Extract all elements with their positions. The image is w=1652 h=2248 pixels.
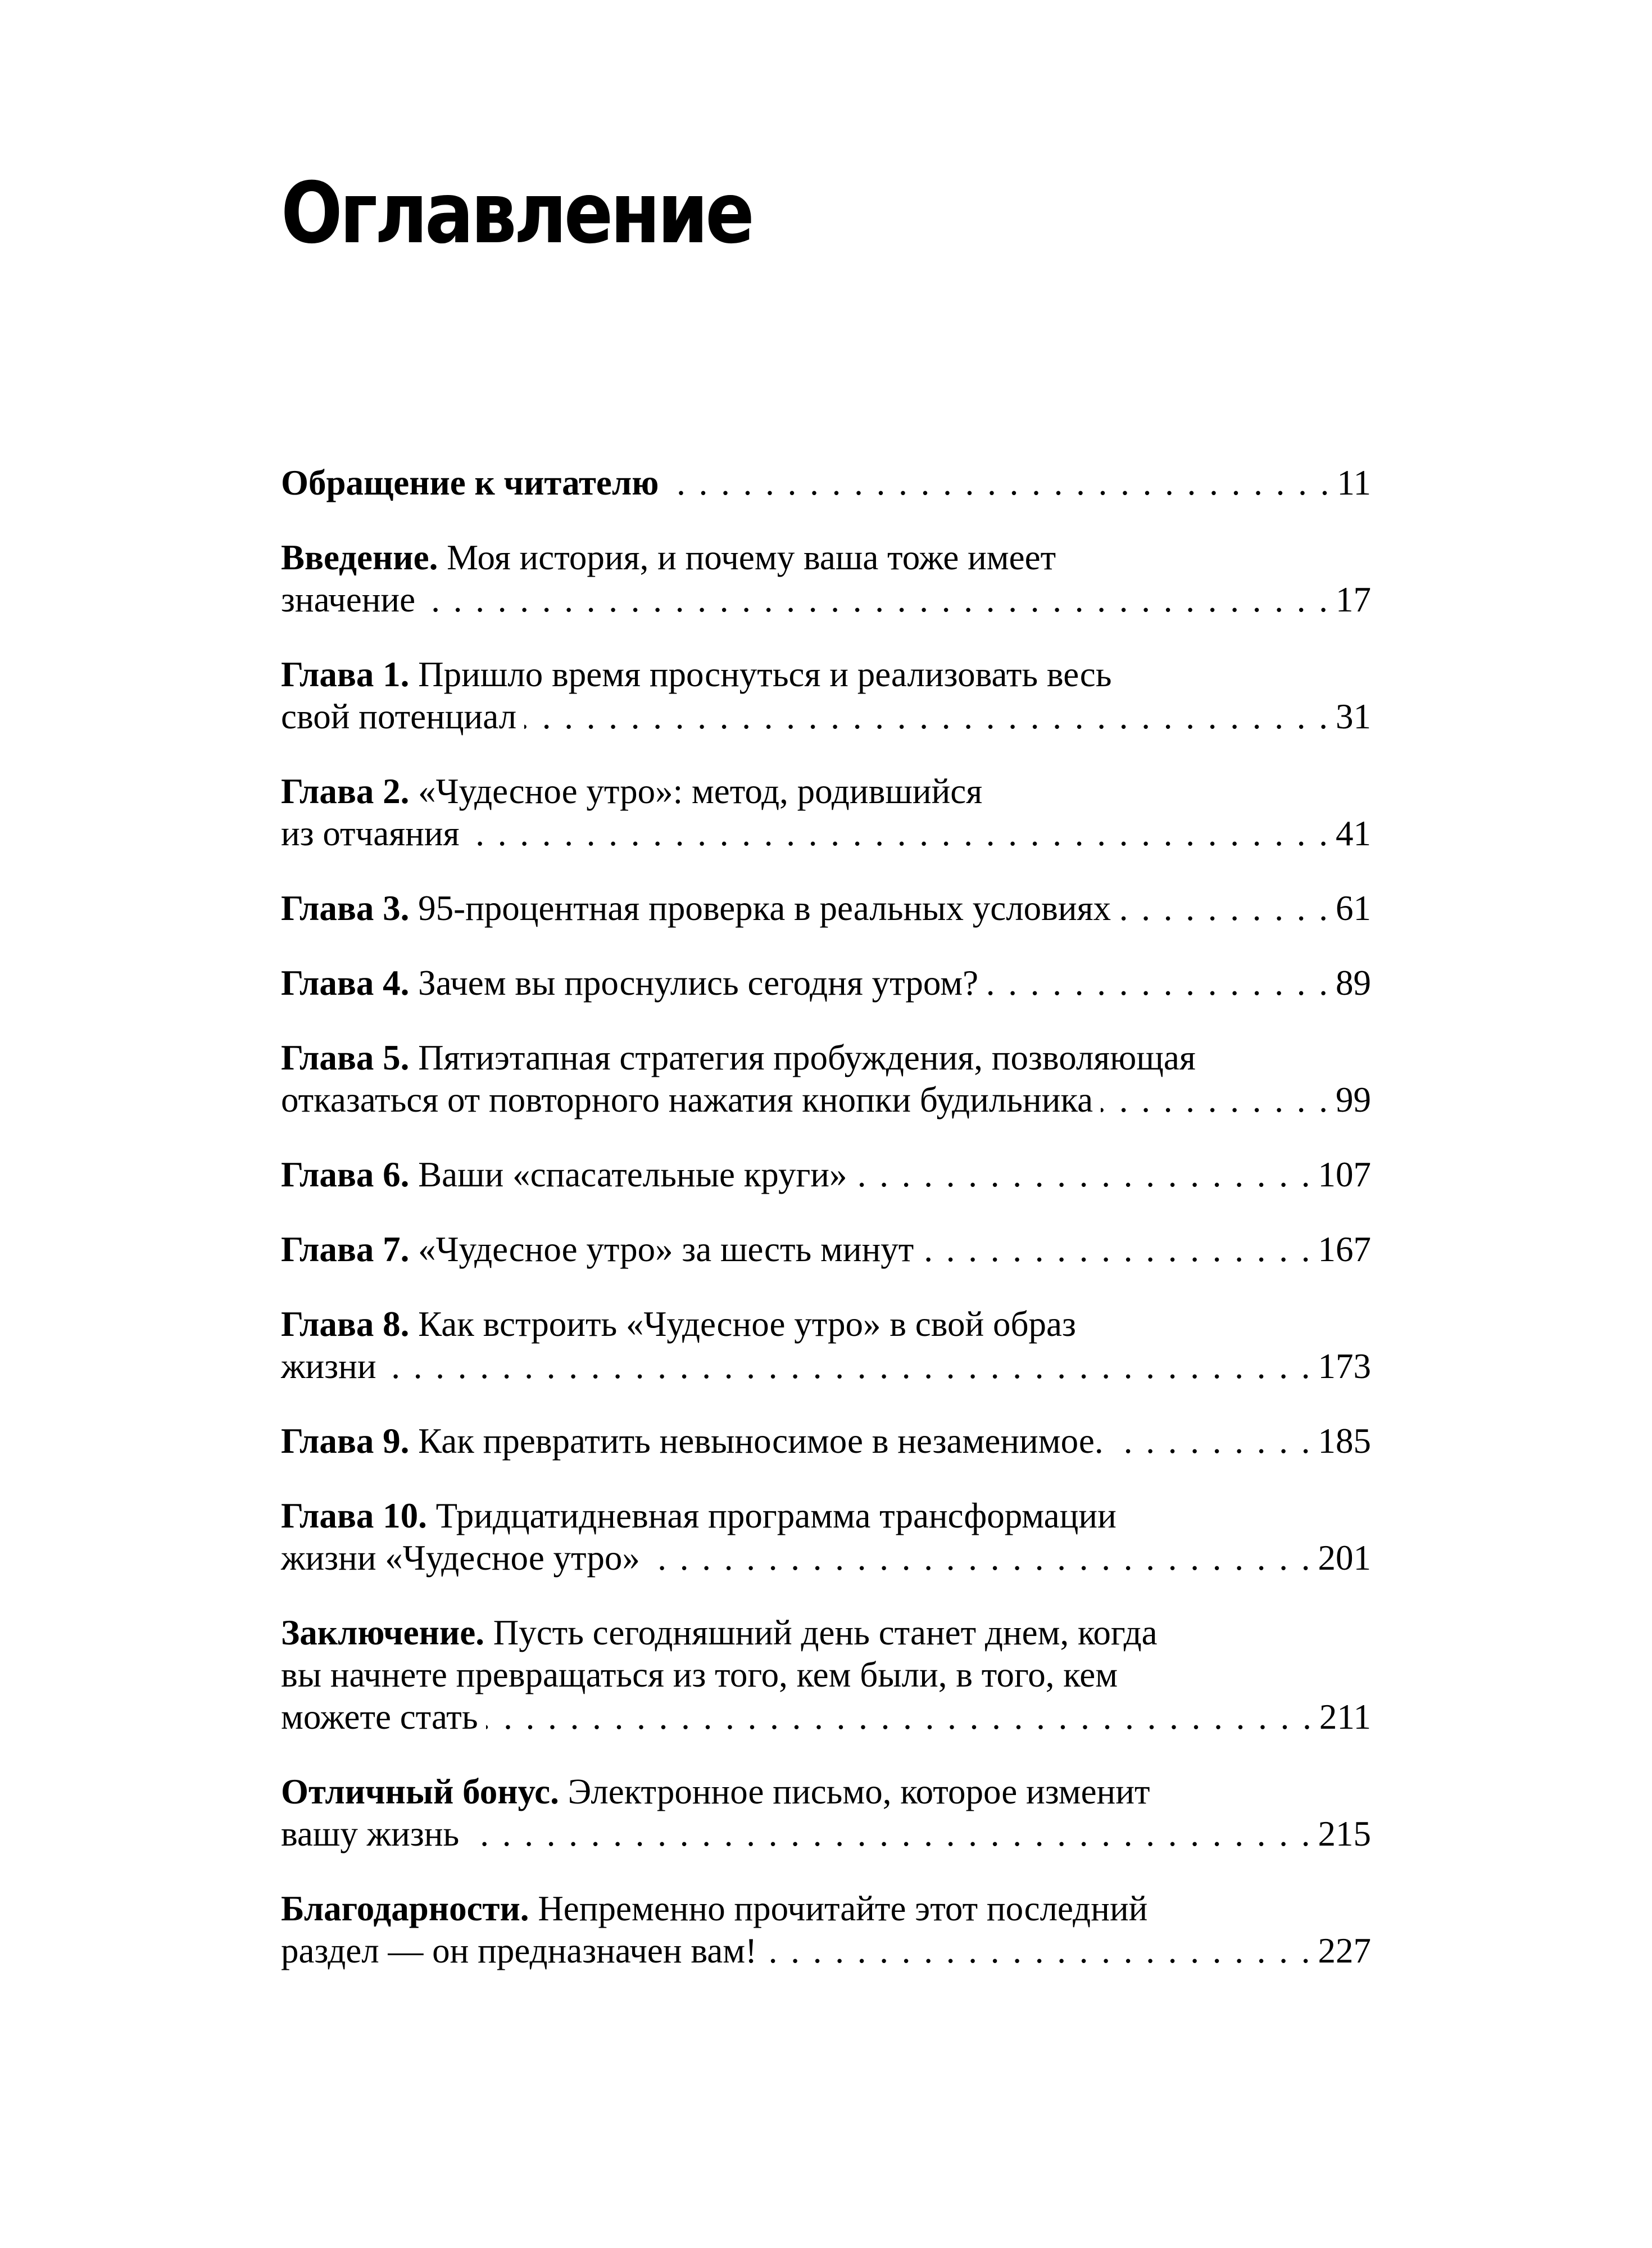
entry-title-continued: жизни [281,1347,376,1386]
page-number: 185 [1318,1421,1371,1461]
entry-title-continued: вашу жизнь [281,1814,460,1853]
entry-title: Ваши «спасательные круги» [409,1155,847,1194]
entry-title: Электронное письмо, которое изменит [559,1772,1150,1811]
entry-label: Благодарности. [281,1889,529,1928]
dot-leader [765,1930,1310,1972]
entry-title-continued: значение [281,580,416,619]
table-of-contents [281,462,1371,2005]
page-number: 201 [1318,1538,1371,1578]
entry-title: Моя история, и почему ваша тоже имеет [438,538,1056,577]
entry-label: Глава 8. [281,1304,410,1344]
page-title: Оглавление [281,165,752,262]
entry-label: Глава 9. [281,1421,410,1461]
toc-entry-bonus[interactable] [281,1771,1371,1855]
entry-title: «Чудесное утро»: метод, родившийся [409,772,983,811]
page-number: 167 [1318,1230,1371,1269]
entry-title: Зачем вы проснулись сегодня утром? [409,963,979,1003]
entry-label: Глава 3. [281,889,410,928]
entry-title-continued: из отчаяния [281,814,460,853]
dot-leader [384,1345,1310,1388]
page-number: 41 [1336,814,1371,853]
entry-title-continued: раздел — он предназначен вам! [281,1931,757,1970]
entry-title-continued: жизни «Чудесное утро» [281,1538,640,1578]
toc-entry-chapter-4[interactable] [281,962,1371,1004]
page-number: 31 [1336,697,1371,736]
entry-title-continued: свой потенциал [281,697,517,736]
entry-label: Глава 4. [281,963,410,1003]
page-number: 211 [1319,1697,1371,1737]
entry-label: Отличный бонус. [281,1772,559,1811]
dot-leader [648,1537,1310,1579]
toc-entry-chapter-9[interactable] [281,1420,1371,1462]
entry-title: Пришло время проснуться и реализовать весь [409,655,1112,694]
entry-title: Как превратить невыносимое в незаменимое. [409,1421,1104,1461]
entry-label: Глава 7. [281,1230,410,1269]
dot-leader [922,1229,1310,1271]
toc-entry-chapter-1[interactable] [281,654,1371,738]
toc-entry-conclusion[interactable] [281,1612,1371,1738]
dot-leader [666,462,1329,504]
toc-entry-chapter-10[interactable] [281,1495,1371,1579]
toc-entry-acknowledgements[interactable] [281,1888,1371,1972]
page-number: 227 [1318,1931,1371,1970]
entry-label: Глава 10. [281,1496,427,1535]
toc-entry-chapter-3[interactable] [281,887,1371,930]
entry-label: Введение. [281,538,438,577]
dot-leader [1119,887,1328,930]
entry-title-continued: вы начнете превращаться из того, кем были, в того, кем [281,1655,1118,1694]
dot-leader [468,813,1328,855]
dot-leader [423,579,1328,621]
toc-entry-chapter-6[interactable] [281,1154,1371,1196]
entry-title: Пятиэтапная стратегия пробуждения, позволяющая [409,1038,1196,1077]
entry-title-continued: отказаться от повторного нажатия кнопки будильника [281,1080,1093,1120]
entry-title: Как встроить «Чудесное утро» в свой образ [409,1304,1076,1344]
entry-label: Заключение. [281,1613,484,1652]
page-number: 107 [1318,1155,1371,1194]
entry-label: Обращение к читателю [281,463,659,502]
entry-label: Глава 2. [281,772,410,811]
page-number: 99 [1336,1080,1371,1120]
entry-title: Тридцатидневная программа трансформации [426,1496,1117,1535]
dot-leader [1111,1420,1310,1462]
toc-entry-chapter-8[interactable] [281,1303,1371,1388]
page-number: 61 [1336,889,1371,928]
dot-leader [486,1696,1311,1738]
dot-leader [524,696,1328,738]
entry-label: Глава 5. [281,1038,410,1077]
dot-leader [1101,1079,1328,1121]
dot-leader [855,1154,1310,1196]
dot-leader [467,1813,1310,1855]
toc-entry-chapter-7[interactable] [281,1229,1371,1271]
page-number: 173 [1318,1347,1371,1386]
entry-title-continued: можете стать [281,1697,478,1737]
page-number: 215 [1318,1814,1371,1853]
dot-leader [986,962,1328,1004]
page-number: 17 [1336,580,1371,619]
entry-title: «Чудесное утро» за шесть минут [409,1230,914,1269]
toc-entry-introduction[interactable] [281,537,1371,621]
toc-entry-chapter-2[interactable] [281,771,1371,855]
entry-title: 95-процентная проверка в реальных условиях [409,889,1111,928]
page-number: 89 [1336,963,1371,1003]
toc-entry-reader-address[interactable] [281,462,1371,504]
entry-title: Пусть сегодняшний день станет днем, когда [484,1613,1158,1652]
entry-label: Глава 1. [281,655,410,694]
entry-label: Глава 6. [281,1155,410,1194]
page-number: 11 [1337,463,1371,502]
toc-entry-chapter-5[interactable] [281,1037,1371,1121]
entry-title: Непременно прочитайте этот последний [529,1889,1148,1928]
